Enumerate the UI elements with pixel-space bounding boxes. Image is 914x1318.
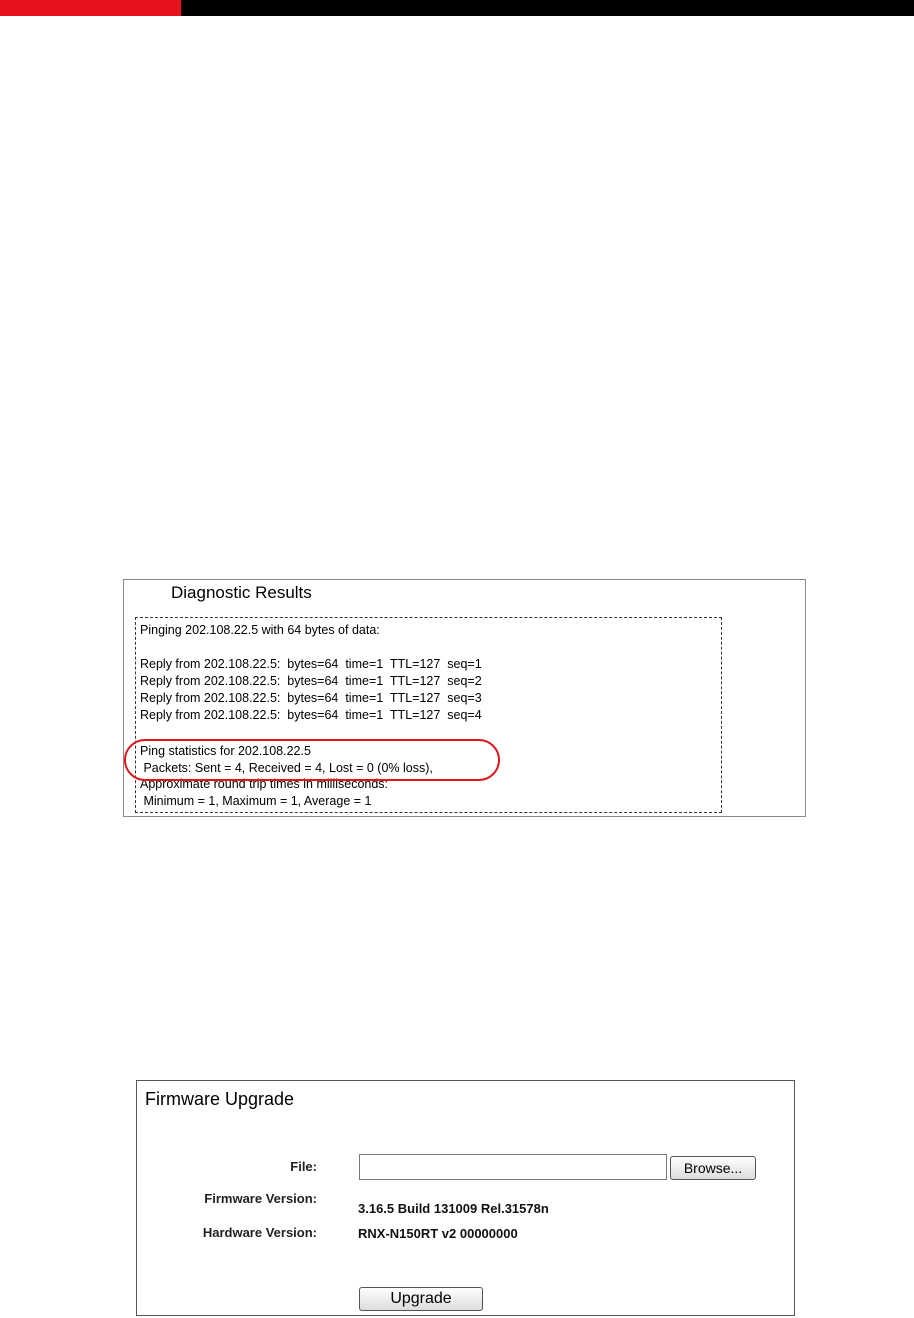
- header-accent-block: [0, 0, 181, 16]
- ping-header-line: Pinging 202.108.22.5 with 64 bytes of data:: [140, 623, 380, 637]
- firmware-version-label: Firmware Version:: [204, 1191, 317, 1206]
- file-label: File:: [290, 1159, 317, 1174]
- header-bar: [0, 0, 914, 16]
- hardware-version-label: Hardware Version:: [202, 1225, 317, 1240]
- round-trip-values-line: Minimum = 1, Maximum = 1, Average = 1: [140, 794, 372, 808]
- diagnostic-results-panel: [123, 579, 806, 817]
- firmware-upgrade-title: Firmware Upgrade: [145, 1089, 295, 1109]
- reply-line: Reply from 202.108.22.5: bytes=64 time=1 TTL=127 seq=2: [140, 674, 482, 688]
- round-trip-header-line: Approximate round trip times in milliseconds:: [140, 777, 389, 791]
- diagnostic-results-title: Diagnostic Results: [171, 583, 312, 602]
- packets-summary-line: Packets: Sent = 4, Received = 4, Lost = 0 (0% loss),: [140, 761, 433, 775]
- diagnostic-output-box: [135, 617, 722, 813]
- reply-line: Reply from 202.108.22.5: bytes=64 time=1 TTL=127 seq=3: [140, 691, 482, 705]
- upgrade-button[interactable]: Upgrade: [359, 1287, 483, 1311]
- hardware-version-value: RNX-N150RT v2 00000000: [358, 1226, 518, 1241]
- reply-line: Reply from 202.108.22.5: bytes=64 time=1 TTL=127 seq=4: [140, 708, 482, 722]
- header-dark-block: [181, 0, 914, 16]
- ping-statistics-line: Ping statistics for 202.108.22.5: [140, 744, 311, 758]
- file-path-input[interactable]: [359, 1154, 667, 1180]
- browse-button[interactable]: Browse...: [670, 1156, 756, 1180]
- firmware-upgrade-panel: [136, 1080, 795, 1316]
- reply-line: Reply from 202.108.22.5: bytes=64 time=1 TTL=127 seq=1: [140, 657, 482, 671]
- firmware-version-value: 3.16.5 Build 131009 Rel.31578n: [358, 1201, 549, 1216]
